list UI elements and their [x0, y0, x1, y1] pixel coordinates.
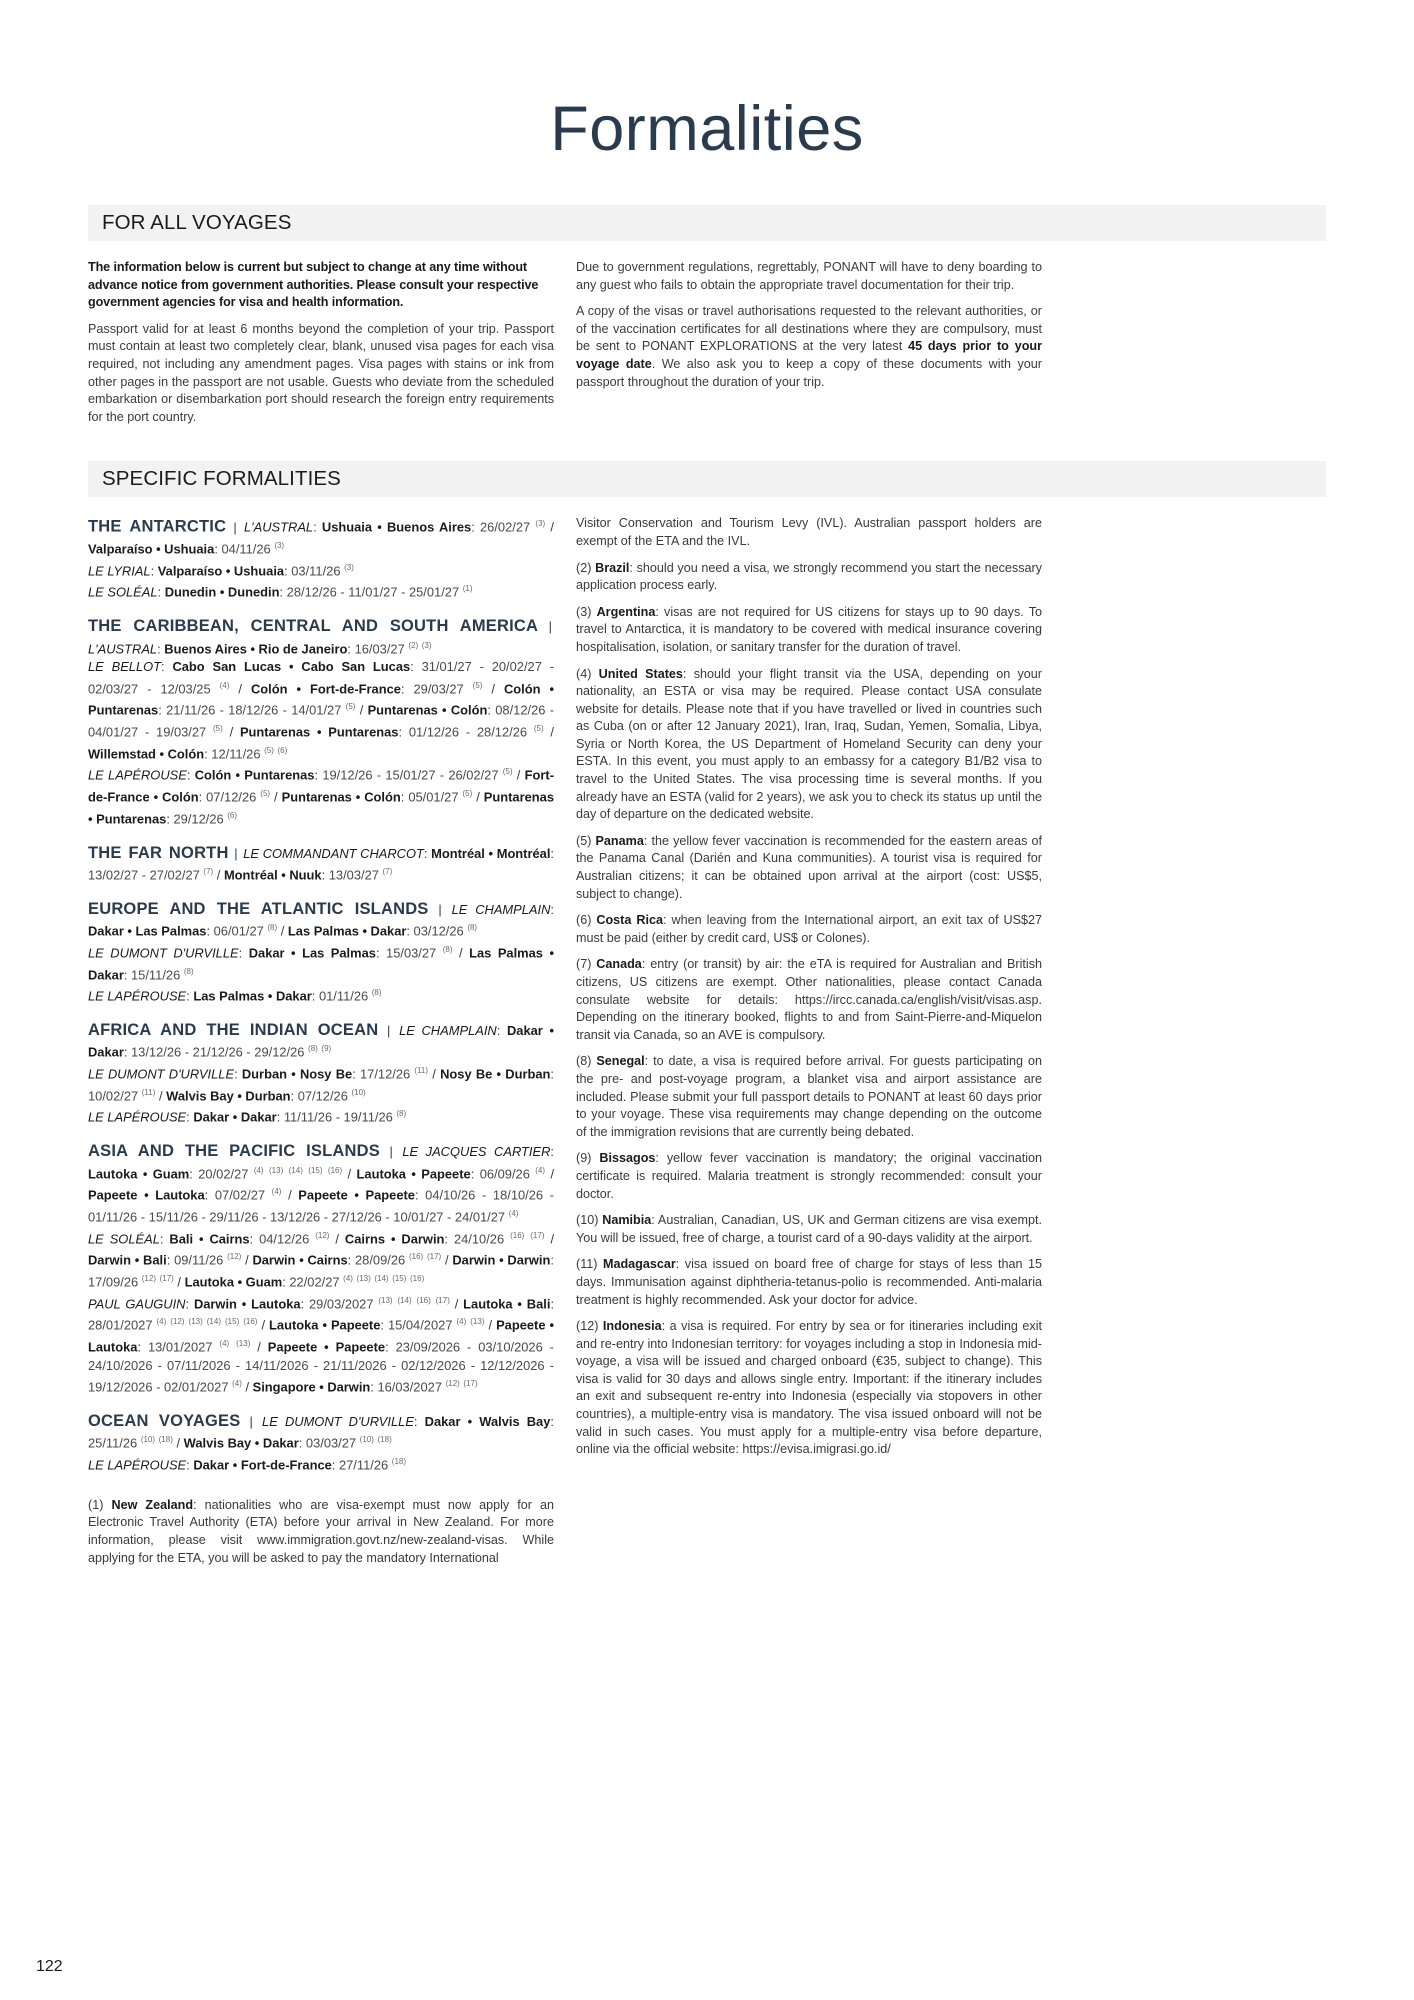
divider-bar: |	[228, 519, 242, 535]
ship-name: LE LAPÉROUSE	[88, 988, 187, 1004]
voyage-route: Lautoka • Bali	[463, 1296, 551, 1312]
intro-paragraph: Due to government regulations, regrettably, PONANT will have to deny boarding to any guest who fails to obtain the appropriate travel documentation for their trip.	[576, 260, 1042, 292]
voyage-route: Las Palmas • Dakar	[193, 988, 312, 1004]
voyage-region-heading: THE FAR NORTH	[88, 843, 229, 862]
voyage-route: Colón • Puntarenas	[88, 680, 555, 718]
voyage-route: Buenos Aires • Rio de Janeiro	[164, 640, 348, 656]
ship-name: LE COMMANDANT CHARCOT	[243, 845, 424, 861]
intro-paragraph: Passport valid for at least 6 months beyond the completion of your trip. Passport must contain at least two completely clear, blank, unused visa pages for each visa required, not including any amendment pages. Visa pages with stains or ink from other pages in the passport are not usable. Guests who deviate from the scheduled embarkation or disembarkation port should research the foreign entry requirements for the port country.	[88, 321, 554, 424]
voyage-block	[88, 515, 554, 602]
voyage-route: Ushuaia • Buenos Aires	[321, 519, 472, 535]
ship-name: LE LAPÉROUSE	[88, 767, 187, 783]
ship-name: L'AUSTRAL	[88, 640, 158, 656]
footnote-ref: (16)	[408, 1252, 424, 1262]
ship-name: LE DUMONT D'URVILLE	[88, 1066, 235, 1082]
voyage-region-heading: OCEAN VOYAGES	[88, 1411, 241, 1430]
divider-bar: |	[380, 1022, 398, 1038]
voyage-dates: 11/11/26 - 19/11/26	[283, 1109, 397, 1125]
voyage-dates: 12/11/26	[211, 746, 265, 762]
voyage-dates: 04/12/26	[259, 1230, 316, 1246]
footnote-ref: (16)	[410, 1274, 425, 1284]
voyage-dates: 28/09/26	[355, 1252, 409, 1268]
voyage-dates: 17/09/26	[88, 1274, 142, 1290]
footnote-ref: (13)	[378, 1295, 393, 1305]
footnote-ref: (4)	[253, 1165, 264, 1175]
footnote: Visitor Conservation and Tourism Levy (IVL). Australian passport holders are exempt of the ETA and the IVL.	[576, 516, 1042, 548]
voyage-route: Lautoka • Papeete	[269, 1317, 381, 1333]
footnote-ref: (16)	[327, 1165, 343, 1175]
footnote-ref: (12)	[445, 1379, 460, 1389]
footnote-ref: (16)	[416, 1295, 431, 1305]
voyage-block	[88, 617, 554, 828]
voyage-dates: 31/01/27 - 20/02/27 - 02/03/27 - 12/03/25	[88, 659, 555, 696]
footnote-country: Indonesia	[602, 1319, 662, 1334]
section-banner-label-specific: SPECIFIC FORMALITIES	[102, 467, 341, 491]
voyage-route: Papeete • Lautoka	[88, 1317, 555, 1355]
footnote: (7) Canada: entry (or transit) by air: the eTA is required for Australian and British citizens, US citizens are exempt. Other nationalities, please contact Canada consulate website for details: https://ircc.canada.ca/english/visit/visas.asp. Depending on the itinerary booked, flights to and from Saint-Pierre-and-Miquelon transit via Canada, so an AVE is compulsory.	[576, 957, 1043, 1042]
voyage-dates: 01/12/26 - 28/12/26	[408, 724, 534, 740]
voyage-route: Las Palmas • Dakar	[287, 923, 407, 939]
footnote-ref: (5)	[213, 724, 223, 734]
footnote-ref: (16)	[510, 1230, 525, 1240]
voyage-text: THE CARIBBEAN, CENTRAL AND SOUTH AMERICA | L'AUSTRAL: Buenos Aires • Rio de Janeiro: 16/03/27 $^{(2)}$ $^{(3)}$ LE BELLOT: Cabo San Lucas • Cabo San Lucas: 31/01/27 - 20/02/27 - 02/03/27 - 12/03/25 $^{(4)}$ / Colón • Fort-de-France: 29/03/27 $^{(5)}$ / Colón • Puntarenas: 21/11/26 - 18/12/26 - 14/01/27 $^{(5)}$ / Puntarenas • Colón: 08/12/26 - 04/01/27 - 19/03/27 $^{(5)}$ / Puntarenas • Puntarenas: 01/12/26 - 28/12/26 $^{(5)}$ / Willemstad • Colón: 12/11/26 $^{(5)}$ $^{(6)}$ LE LAPÉROUSE: Colón • Puntarenas: 19/12/26 - 15/01/27 - 26/02/27 $^{(5)}$ / Fort-de-France • Colón: 07/12/26 $^{(5)}$ / Puntarenas • Colón: 05/01/27 $^{(5)}$ / Puntarenas • Puntarenas: 29/12/26 $^{(6)}$	[88, 617, 555, 827]
divider-bar: |	[430, 901, 450, 917]
voyage-dates: 21/11/26 - 18/12/26 - 14/01/27	[166, 702, 346, 718]
voyage-route: Dakar • Las Palmas	[88, 923, 207, 939]
footnote-ref: (10)	[140, 1435, 156, 1445]
footnote: (4) United States: should your flight transit via the USA, depending on your nationality, an ESTA or visa may be required. Please contact USA consulate website for details. Please note that if you have travelled or lived in countries such as Cuba (on or after 12 January 2021), Iran, Iraq, Sudan, Yemen, Somalia, Libya, Syria or North Korea, the US Department of Homeland Security can deny your ESTA. In this event, you must apply to an embassy for a category B1/B2 visa to travel to the United States. The visa processing time is several months. If you already have an ESTA (valid for 2 years), we ask you to check its status up until the day of departure on the dedicated website.	[576, 666, 1042, 822]
voyage-block	[88, 900, 554, 1006]
voyage-dates: 05/01/27	[408, 789, 463, 805]
footnote-ref: (12)	[227, 1252, 242, 1262]
footnote: (9) Bissagos: yellow fever vaccination is mandatory; the original vaccination certificate is required. Malaria treatment is strongly recommended: consult your doctor.	[576, 1151, 1043, 1201]
divider-bar: |	[381, 1144, 401, 1160]
voyage-route: Lautoka • Guam	[88, 1165, 190, 1181]
specific-formalities-columns	[88, 515, 1326, 1576]
footnote-country: Panama	[595, 833, 644, 848]
voyage-route: Dakar • Dakar	[193, 1109, 277, 1125]
footnote-ref: (8)	[183, 966, 194, 976]
voyage-route: Papeete • Papeete	[298, 1187, 415, 1203]
footnote-ref: (8)	[467, 923, 478, 933]
footnote-ref: (15)	[392, 1274, 407, 1284]
voyage-route: Papeete • Lautoka	[88, 1187, 205, 1203]
voyage-dates: 15/03/27	[386, 945, 443, 961]
footnote: (1) New Zealand: nationalities who are visa-exempt must now apply for an Electronic Travel Authority (ETA) before your arrival in New Zealand. For more information, please visit www.immigration.govt.nz/new-zealand-visas. While applying for the ETA, you will be asked to pay the mandatory International	[88, 1497, 555, 1565]
footnote-country: Canada	[596, 957, 642, 972]
footnote-ref: (7)	[203, 867, 214, 876]
voyage-dates: 06/09/26	[479, 1165, 536, 1181]
voyage-route: Colón • Puntarenas	[194, 767, 315, 783]
voyage-region-heading: THE CARIBBEAN, CENTRAL AND SOUTH AMERICA	[88, 617, 539, 636]
voyage-text: THE FAR NORTH | LE COMMANDANT CHARCOT: Montréal • Montréal: 13/02/27 - 27/02/27 $^{(7)}$ / Montréal • Nuuk: 13/03/27 $^{(7)}$	[88, 843, 555, 883]
voyage-route: Darwin • Cairns	[252, 1252, 348, 1268]
voyage-route: Nosy Be • Durban	[440, 1066, 551, 1082]
voyage-route: Dakar • Las Palmas	[248, 945, 376, 961]
footnote-ref: (4)	[232, 1379, 242, 1389]
footnote-ref: (11)	[414, 1066, 429, 1076]
voyage-region-heading: THE ANTARCTIC	[88, 517, 227, 536]
footnote-ref: (4)	[219, 680, 230, 690]
voyage-dates: 06/01/27	[213, 923, 268, 939]
footnote-ref: (4)	[508, 1208, 519, 1218]
voyage-text: AFRICA AND THE INDIAN OCEAN | LE CHAMPLAIN: Dakar • Dakar: 13/12/26 - 21/12/26 - 29/12/26 $^{(8)}$ $^{(9)}$ LE DUMONT D'URVILLE: Durban • Nosy Be: 17/12/26 $^{(11)}$ / Nosy Be • Durban: 10/02/27 $^{(11)}$ / Walvis Bay • Durban: 07/12/26 $^{(10)}$ LE LAPÉROUSE: Dakar • Dakar: 11/11/26 - 19/11/26 $^{(8)}$	[88, 1020, 555, 1125]
voyage-route: Walvis Bay • Dakar	[183, 1435, 299, 1451]
voyage-dates: 13/12/26 - 21/12/26 - 29/12/26	[131, 1044, 309, 1060]
for-all-voyages-columns	[88, 259, 1326, 435]
footnote: (10) Namibia: Australian, Canadian, US, UK and German citizens are visa exempt. You will be issued, free of charge, a tourist card of a 90-days validity at the airport.	[576, 1213, 1042, 1245]
divider-bar: |	[230, 845, 242, 861]
ship-name: LE DUMONT D'URVILLE	[262, 1413, 414, 1429]
footnote-ref: (14)	[288, 1165, 303, 1175]
voyage-dates: 03/03/27	[305, 1435, 360, 1451]
voyage-route: Puntarenas • Colón	[281, 789, 401, 805]
voyage-route: Papeete • Papeete	[267, 1339, 386, 1355]
voyage-block	[88, 1142, 554, 1397]
voyage-route: Darwin • Darwin	[452, 1252, 551, 1268]
voyage-dates: 10/02/27	[88, 1088, 142, 1104]
footnote-ref: (14)	[397, 1295, 412, 1305]
voyage-block	[88, 1412, 554, 1475]
footnote: (11) Madagascar: visa issued on board free of charge for stays of less than 15 days. Immunisation against diphtheria-tetanus-polio is recommended. Anti-malaria treatment is highly recommended. Ask your doctor for advice.	[576, 1257, 1042, 1307]
footnote-ref: (3)	[535, 519, 546, 529]
for-all-voyages-left-column	[88, 259, 554, 435]
footnote-ref: (8)	[442, 944, 453, 954]
voyage-route: Lautoka • Guam	[184, 1274, 283, 1290]
ship-name: LE LAPÉROUSE	[88, 1457, 187, 1473]
voyage-dates: 29/03/2027	[308, 1296, 379, 1312]
footnote-ref: (18)	[391, 1457, 407, 1467]
voyage-region-heading: AFRICA AND THE INDIAN OCEAN	[88, 1020, 379, 1039]
footnote-ref: (12)	[170, 1317, 185, 1327]
ship-name: PAUL GAUGUIN	[88, 1296, 186, 1312]
voyage-dates: 13/01/2027	[147, 1339, 220, 1355]
voyage-dates: 19/12/26 - 15/01/27 - 26/02/27	[322, 767, 503, 783]
footnote-ref: (18)	[158, 1435, 173, 1445]
voyage-route: Durban • Nosy Be	[241, 1066, 353, 1082]
footnote-ref: (5)	[345, 702, 356, 712]
voyage-dates: 16/03/2027	[377, 1379, 446, 1395]
footnote-ref: (17)	[426, 1252, 442, 1262]
voyage-dates: 01/11/26	[318, 988, 372, 1004]
voyage-region-heading: EUROPE AND THE ATLANTIC ISLANDS	[88, 899, 429, 918]
footnote-ref: (17)	[159, 1274, 174, 1284]
footnote: (12) Indonesia: a visa is required. For entry by sea or for itineraries including exit and re-entry into Indonesian territory: for voyages including a stop in Indonesia mid-voyage, a visa will be issued and charged onboard (€35, subject to change). This visa is valid for 30 days and allows single entry. Important: if the itinerary includes an exit and subsequent re-entry into Indonesia (especially via stopovers in other countries), a multiple-entry visa is mandatory. The visa issued onboard will not be valid in such cases. You must apply for a multiple-entry visa before departure, online via the official website: https://evisa.imigrasi.go.id/	[576, 1319, 1042, 1457]
voyage-text: EUROPE AND THE ATLANTIC ISLANDS | LE CHAMPLAIN: Dakar • Las Palmas: 06/01/27 $^{(8)}$ / Las Palmas • Dakar: 03/12/26 $^{(8)}$ LE DUMONT D'URVILLE: Dakar • Las Palmas: 15/03/27 $^{(8)}$ / Las Palmas • Dakar: 15/11/26 $^{(8)}$ LE LAPÉROUSE: Las Palmas • Dakar: 01/11/26 $^{(8)}$	[88, 899, 555, 1004]
voyage-dates: 29/12/26	[173, 811, 228, 827]
footnote-ref: (3)	[274, 541, 285, 551]
voyage-dates: 13/02/27 - 27/02/27	[88, 867, 204, 883]
footnote-country: Brazil	[595, 560, 630, 575]
footnote-ref: (14)	[374, 1274, 389, 1284]
voyage-route: Darwin • Lautoka	[193, 1296, 301, 1312]
voyage-route: Bali • Cairns	[169, 1230, 250, 1246]
footnote-ref: (2)	[408, 640, 419, 650]
voyage-block	[88, 1021, 554, 1127]
voyage-route: Las Palmas • Dakar	[88, 945, 554, 982]
section-banner-specific-formalities	[88, 461, 1326, 497]
divider-bar: |	[242, 1413, 261, 1429]
footnote-ref: (18)	[377, 1435, 392, 1445]
voyage-dates: 26/02/27	[480, 519, 536, 535]
footnote-ref: (12)	[141, 1274, 156, 1284]
voyage-dates: 04/11/26	[221, 541, 275, 557]
footnote-ref: (12)	[315, 1230, 330, 1240]
voyage-dates: 15/11/26	[131, 966, 184, 982]
footnote-ref: (10)	[351, 1087, 366, 1097]
ship-name: LE SOLÉAL	[88, 584, 158, 600]
voyage-dates: 03/11/26	[291, 563, 345, 579]
footnote-ref: (13)	[188, 1317, 203, 1327]
section-banner-for-all-voyages	[88, 205, 1326, 241]
footnote-ref: (4)	[535, 1165, 546, 1175]
voyage-dates: 16/03/27	[354, 640, 409, 656]
voyage-route: Dakar • Fort-de-France	[193, 1457, 332, 1473]
voyage-block	[88, 844, 554, 885]
footnote-ref: (13)	[356, 1274, 371, 1284]
footnote-ref: (13)	[269, 1165, 284, 1175]
footnote-ref: (6)	[277, 745, 288, 755]
footnote-ref: (13)	[470, 1317, 485, 1327]
voyage-dates: 04/10/26 - 18/10/26 - 01/11/26 - 15/11/26 - 29/11/26 - 13/12/26 - 27/12/26 - 10/01/27 - 24/01/27	[88, 1187, 554, 1225]
footnote-country: United States	[598, 666, 683, 681]
voyage-route: Puntarenas • Puntarenas	[239, 724, 399, 740]
voyage-dates: 20/02/27	[198, 1165, 254, 1181]
footnote-ref: (16)	[243, 1317, 258, 1327]
footnote-ref: (3)	[344, 562, 354, 572]
voyage-route: Darwin • Bali	[88, 1252, 167, 1268]
footnote-ref: (5)	[260, 789, 271, 799]
voyage-list	[88, 515, 554, 1474]
voyage-route: Walvis Bay • Durban	[166, 1088, 291, 1104]
voyage-text: THE ANTARCTIC | L'AUSTRAL: Ushuaia • Buenos Aires: 26/02/27 $^{(3)}$ / Valparaíso • Ushuaia: 04/11/26 $^{(3)}$ LE LYRIAL: Valparaíso • Ushuaia: 03/11/26 $^{(3)}$ LE SOLÉAL: Dunedin • Dunedin: 28/12/26 - 11/01/27 - 25/01/27 $^{(1)}$	[88, 517, 554, 600]
voyage-route: Valparaíso • Ushuaia	[157, 563, 285, 579]
voyage-dates: 15/04/2027	[387, 1317, 457, 1333]
voyage-dates: 07/12/26	[297, 1088, 352, 1104]
footnote-ref: (4)	[219, 1339, 230, 1349]
voyage-dates: 08/12/26 - 04/01/27 - 19/03/27	[88, 702, 554, 740]
footnote-ref: (5)	[264, 745, 274, 755]
voyage-dates: 17/12/26	[360, 1066, 415, 1082]
voyage-route: Dakar • Walvis Bay	[424, 1413, 551, 1429]
voyage-dates: 24/10/26	[453, 1230, 511, 1246]
footnote: (2) Brazil: should you need a visa, we strongly recommend you start the necessary application process early.	[576, 560, 1042, 593]
footnote-ref: (4)	[156, 1317, 167, 1327]
footnote-country: Namibia	[602, 1213, 652, 1228]
footnote-ref: (3)	[421, 640, 432, 650]
notes-left	[88, 1497, 554, 1567]
footnote: (6) Costa Rica: when leaving from the International airport, an exit tax of US$27 must be paid (either by credit card, US$ or Colones).	[576, 913, 1043, 945]
voyage-route: Cabo San Lucas • Cabo San Lucas	[172, 659, 411, 675]
voyage-dates: 13/03/27	[328, 867, 383, 883]
footnote-ref: (17)	[530, 1230, 545, 1240]
footnote-ref: (4)	[271, 1187, 282, 1197]
footnote-ref: (5)	[472, 680, 483, 690]
footnote-ref: (8)	[308, 1044, 318, 1054]
footnote-ref: (13)	[236, 1339, 251, 1349]
ship-name: LE CHAMPLAIN	[451, 901, 551, 917]
voyage-dates: 28/12/26 - 11/01/27 - 25/01/27	[286, 584, 463, 600]
footnote-ref: (6)	[227, 810, 238, 820]
voyage-route: Willemstad • Colón	[88, 746, 205, 762]
footnote-ref: (5)	[462, 789, 473, 799]
page-number: 122	[36, 1958, 63, 1975]
footnote-ref: (5)	[533, 724, 544, 734]
ship-name: LE SOLÉAL	[88, 1230, 160, 1246]
intro-lead-paragraph: The information below is current but subject to change at any time without advance notice from government authorities. Please consult your respective government agencies for visa and health information.	[88, 260, 539, 310]
ship-name: LE DUMONT D'URVILLE	[88, 945, 239, 961]
page-title: Formalities	[550, 94, 864, 164]
footnote-ref: (8)	[371, 988, 382, 998]
specific-formalities-right-column	[576, 515, 1042, 1576]
voyage-dates: 23/09/2026 - 03/10/2026 - 24/10/2026 - 07/11/2026 - 14/11/2026 - 21/11/2026 - 02/12/2026 - 12/12/2026 - 19/12/2026 - 02/01/2027	[88, 1339, 554, 1395]
voyage-route: Lautoka • Papeete	[356, 1165, 471, 1181]
footnote-ref: (1)	[462, 584, 473, 594]
voyage-route: Cairns • Darwin	[344, 1230, 445, 1246]
voyage-route: Montréal • Montréal	[431, 845, 551, 861]
voyage-dates: 07/12/26	[206, 789, 261, 805]
ship-name: L'AUSTRAL	[244, 519, 314, 535]
footnote: (5) Panama: the yellow fever vaccination is recommended for the eastern areas of the Panama Canal (Darién and Kuna communities). A tourist visa is required for Australian citizens; it can be obtained upon arrival at the airport (cost: US$5, subject to change).	[576, 833, 1042, 901]
ship-name: LE BELLOT	[88, 659, 162, 675]
voyage-route: Valparaíso • Ushuaia	[88, 541, 215, 557]
footnote: (3) Argentina: visas are not required for US citizens for stays up to 90 days. To travel to Antarctica, it is mandatory to be covered with medical insurance covering hospitalisation, isolation, or sanitary transfer for the duration of travel.	[576, 604, 1043, 654]
footnote-country: Madagascar	[602, 1257, 676, 1272]
footnote-country: Senegal	[596, 1054, 645, 1069]
voyage-route: Puntarenas • Puntarenas	[88, 789, 554, 827]
intro-paragraph: A copy of the visas or travel authorisations requested to the relevant authorities, or of the vaccination certificates for all destinations where they are compulsory, must be sent to PONANT EXPLORATIONS at the very latest 45 days prior to your voyage date. We also ask you to keep a copy of these documents with your passport throughout the duration of your trip.	[576, 304, 1042, 389]
voyage-dates: 27/11/26	[338, 1457, 392, 1473]
footnote-ref: (9)	[321, 1044, 332, 1054]
footnote-ref: (14)	[206, 1317, 221, 1327]
ship-name: LE LAPÉROUSE	[88, 1109, 187, 1125]
ship-name: LE JACQUES CARTIER	[402, 1144, 551, 1160]
ship-name: LE CHAMPLAIN	[399, 1022, 497, 1038]
divider-bar: |	[540, 619, 552, 635]
voyage-dates: 25/11/26	[88, 1435, 141, 1451]
footnote-ref: (17)	[463, 1379, 478, 1389]
footnote-ref: (17)	[435, 1295, 450, 1305]
specific-formalities-left-column	[88, 515, 554, 1576]
footnote-ref: (7)	[382, 867, 393, 876]
section-banner-label: FOR ALL VOYAGES	[102, 211, 292, 234]
footnote-ref: (4)	[456, 1317, 467, 1327]
for-all-voyages-right-column	[576, 259, 1042, 435]
footnote-country: New Zealand	[111, 1497, 194, 1512]
voyage-route: Dunedin • Dunedin	[164, 584, 280, 600]
footnote-ref: (11)	[141, 1087, 156, 1097]
voyage-text: OCEAN VOYAGES | LE DUMONT D'URVILLE: Dakar • Walvis Bay: 25/11/26 $^{(10)}$ $^{(18)}$ / Walvis Bay • Dakar: 03/03/27 $^{(10)}$ $^{(18)}$ LE LAPÉROUSE: Dakar • Fort-de-France: 27/11/26 $^{(18)}$	[88, 1411, 554, 1473]
voyage-dates: 29/03/27	[413, 680, 473, 696]
voyage-dates: 03/12/26	[413, 923, 468, 939]
footnote-ref: (8)	[396, 1109, 407, 1119]
voyage-dates: 28/01/2027	[88, 1317, 157, 1333]
voyage-route: Dakar • Dakar	[88, 1022, 555, 1060]
footnote-country: Costa Rica	[596, 913, 663, 928]
voyage-route: Montréal • Nuuk	[223, 867, 322, 883]
footnote-ref: (8)	[267, 923, 278, 933]
voyage-text: ASIA AND THE PACIFIC ISLANDS | LE JACQUES CARTIER: Lautoka • Guam: 20/02/27 $^{(4)}$ $^{(13)}$ $^{(14)}$ $^{(15)}$ $^{(16)}$ / Lautoka • Papeete: 06/09/26 $^{(4)}$ / Papeete • Lautoka: 07/02/27 $^{(4)}$ / Papeete • Papeete: 04/10/26 - 18/10/26 - 01/11/26 - 15/11/26 - 29/11/26 - 13/12/26 - 27/12/26 - 10/01/27 - 24/01/27 $^{(4)}$ LE SOLÉAL: Bali • Cairns: 04/12/26 $^{(12)}$ / Cairns • Darwin: 24/10/26 $^{(16)}$ $^{(17)}$ / Darwin • Bali: 09/11/26 $^{(12)}$ / Darwin • Cairns: 28/09/26 $^{(16)}$ $^{(17)}$ / Darwin • Darwin: 17/09/26 $^{(12)}$ $^{(17)}$ / Lautoka • Guam: 22/02/27 $^{(4)}$ $^{(13)}$ $^{(14)}$ $^{(15)}$ $^{(16)}$ PAUL GAUGUIN: Darwin • Lautoka: 29/03/2027 $^{(13)}$ $^{(14)}$ $^{(16)}$ $^{(17)}$ / Lautoka • Bali: 28/01/2027 $^{(4)}$ $^{(12)}$ $^{(13)}$ $^{(14)}$ $^{(15)}$ $^{(16)}$ / Lautoka • Papeete: 15/04/2027 $^{(4)}$ $^{(13)}$ / Papeete • Lautoka: 13/01/2027 $^{(4)}$ $^{(13)}$ / Papeete • Papeete: 23/09/2026 - 03/10/2026 - 24/10/2026 - 07/11/2026 - 14/11/2026 - 21/11/2026 - 02/12/2026 - 12/12/2026 - 19/12/2026 - 02/01/2027 $^{(4)}$ / Singapore • Darwin: 16/03/2027 $^{(12)}$ $^{(17)}$	[88, 1142, 555, 1395]
voyage-dates: 09/11/26	[174, 1252, 228, 1268]
footnote: (8) Senegal: to date, a visa is required before arrival. For guests participating on the pre- and post-voyage program, a blanket visa and airport assistance are included. Please submit your full passport details to PONANT at least 60 days prior to your voyage. These visa requirements may change depending on the outcome of the immigration revisions that are currently being debated.	[576, 1054, 1043, 1139]
ship-name: LE LYRIAL	[88, 563, 151, 579]
voyage-route: Singapore • Darwin	[252, 1379, 371, 1395]
footnote-country: Argentina	[596, 604, 656, 619]
footnote-ref: (10)	[359, 1435, 374, 1445]
notes-right	[576, 515, 1042, 1459]
voyage-route: Fort-de-France • Colón	[88, 767, 555, 805]
footnote-ref: (4)	[343, 1274, 353, 1284]
footnote-ref: (15)	[308, 1165, 323, 1175]
voyage-route: Puntarenas • Colón	[367, 702, 488, 718]
voyage-route: Colón • Fort-de-France	[250, 680, 401, 696]
voyage-dates: 22/02/27	[289, 1274, 344, 1290]
footnote-ref: (5)	[502, 767, 513, 777]
footnote-country: Bissagos	[599, 1151, 656, 1166]
voyage-dates: 07/02/27	[214, 1187, 272, 1203]
footnote-ref: (15)	[225, 1317, 240, 1327]
voyage-region-heading: ASIA AND THE PACIFIC ISLANDS	[88, 1142, 380, 1161]
